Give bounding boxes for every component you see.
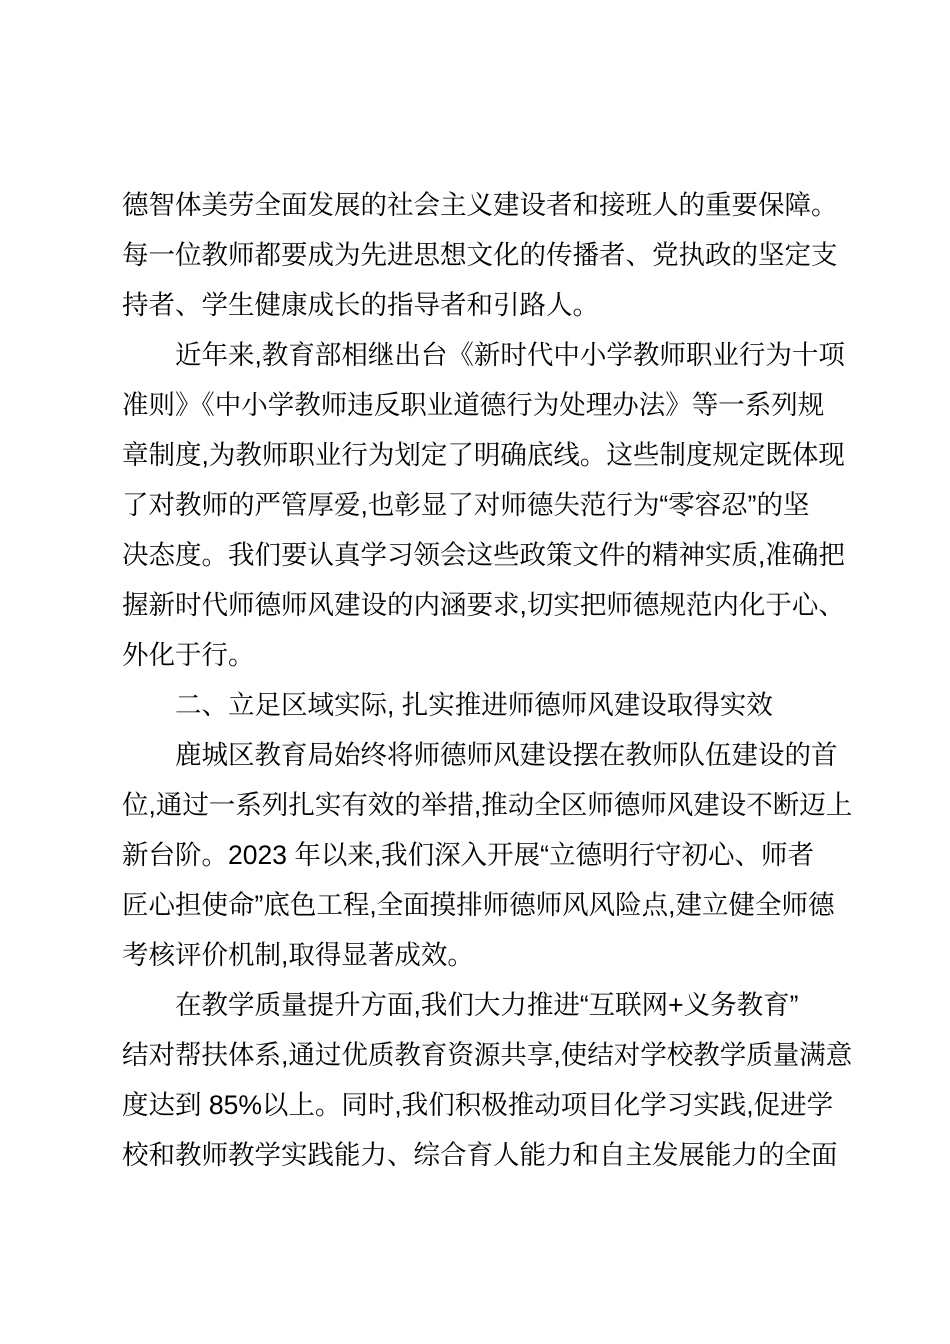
text-line: 位,通过一系列扎实有效的举措,推动全区师德师风建设不断迈上 — [122, 790, 853, 820]
text-line: 结对帮扶体系,通过优质教育资源共享,使结对学校教学质量满意 — [122, 1040, 853, 1070]
section-heading-line: 二、立足区域实际, 扎实推进师德师风建设取得实效 — [175, 690, 773, 720]
text-line: 新台阶。2023 年以来,我们深入开展“立德明行守初心、师者 — [122, 840, 815, 870]
text-line: 德智体美劳全面发展的社会主义建设者和接班人的重要保障。 — [122, 190, 838, 220]
text-line: 度达到 85%以上。同时,我们积极推动项目化学习实践,促进学 — [122, 1090, 834, 1120]
text-line: 近年来,教育部相继出台《新时代中小学教师职业行为十项 — [175, 340, 845, 370]
text-line: 握新时代师德师风建设的内涵要求,切实把师德规范内化于心、 — [122, 590, 845, 620]
text-line: 校和教师教学实践能力、综合育人能力和自主发展能力的全面 — [122, 1140, 838, 1170]
document-text-block — [122, 180, 853, 1180]
text-line: 决态度。我们要认真学习领会这些政策文件的精神实质,准确把 — [122, 540, 845, 570]
text-line: 考核评价机制,取得显著成效。 — [122, 940, 474, 970]
text-line: 准则》《中小学教师违反职业道德行为处理办法》等一系列规 — [122, 390, 825, 420]
text-line: 持者、学生健康成长的指导者和引路人。 — [122, 290, 599, 320]
text-line: 了对教师的严管厚爱,也彰显了对师德失范行为“零容忍”的坚 — [122, 490, 810, 520]
text-line: 鹿城区教育局始终将师德师风建设摆在教师队伍建设的首 — [175, 740, 838, 770]
text-line: 每一位教师都要成为先进思想文化的传播者、党执政的坚定支 — [122, 240, 838, 270]
text-line: 在教学质量提升方面,我们大力推进“互联网+义务教育” — [175, 990, 799, 1020]
text-line: 外化于行。 — [122, 640, 255, 670]
text-line: 匠心担使命”底色工程,全面摸排师德师风风险点,建立健全师德 — [122, 890, 835, 920]
text-line: 章制度,为教师职业行为划定了明确底线。这些制度规定既体现 — [122, 440, 845, 470]
